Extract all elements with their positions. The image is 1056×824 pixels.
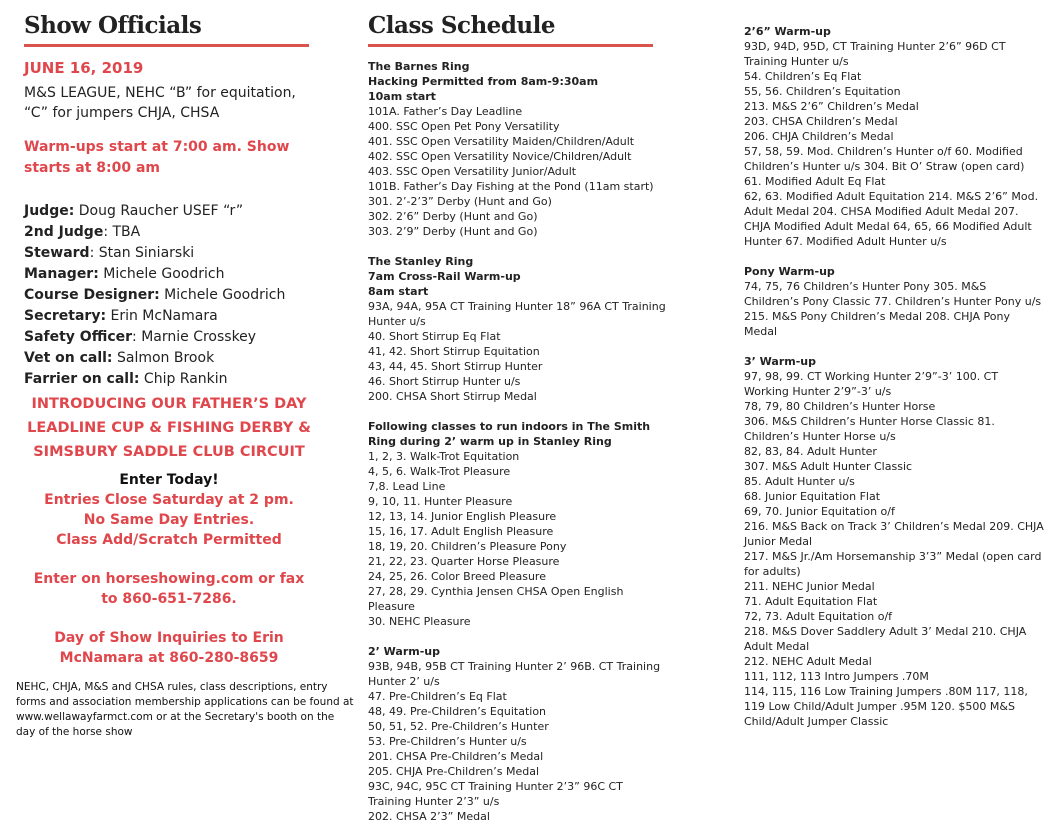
schedule-sections <box>368 59 668 824</box>
class-item: 50, 51, 52. Pre-Children’s Hunter <box>368 720 549 733</box>
class-item: 74, 75, 76 Children’s Hunter Pony 305. M&S Children’s Pony Classic 77. Children’s Hunter Pony u/s 215. M&S Pony Children’s Medal 208. CHJA Pony Medal <box>744 280 1042 338</box>
official-row <box>24 285 324 306</box>
section-header: 8am start <box>368 285 429 298</box>
section-header: Following classes to run indoors in The Smith Ring during 2’ warm up in Stanley Ring <box>368 420 651 448</box>
class-item: 55, 56. Children’s Equitation <box>744 85 901 98</box>
class-item: 71. Adult Equitation Flat <box>744 595 878 608</box>
class-item: 93A, 94A, 95A CT Training Hunter 18” 96A CT Training Hunter u/s <box>368 300 666 328</box>
class-schedule-heading: Class Schedule <box>368 12 555 39</box>
official-role: 2nd Judge <box>24 224 104 240</box>
class-item: 216. M&S Back on Track 3’ Children’s Medal 209. CHJA Junior Medal <box>744 520 1044 548</box>
class-item: 27, 28, 29. Cynthia Jensen CHSA Open English Pleasure <box>368 585 624 613</box>
section-header: 3’ Warm-up <box>744 355 816 368</box>
official-row <box>24 264 324 285</box>
heading-divider <box>368 44 653 47</box>
class-item: 101B. Father’s Day Fishing at the Pond (11am start) <box>368 180 654 193</box>
schedule-section <box>368 254 668 404</box>
section-header: 2’ Warm-up <box>368 645 440 658</box>
inquiries-info: Day of Show Inquiries to Erin McNamara at 860-280-8659 <box>54 630 284 666</box>
official-role: Steward <box>24 245 90 261</box>
schedule-section <box>744 264 1044 339</box>
class-schedule-column-continued <box>744 0 1044 729</box>
class-item: 30. NEHC Pleasure <box>368 615 471 628</box>
class-item: 72, 73. Adult Equitation o/f <box>744 610 893 623</box>
section-header: 2’6” Warm-up <box>744 25 831 38</box>
class-item: 85. Adult Hunter u/s <box>744 475 855 488</box>
class-item: 78, 79, 80 Children’s Hunter Horse <box>744 400 936 413</box>
promo-banner: INTRODUCING OUR FATHER’S DAY LEADLINE CUP & FISHING DERBY & SIMSBURY SADDLE CLUB CIRCUIT <box>27 396 311 460</box>
class-item: 301. 2’-2’3” Derby (Hunt and Go) <box>368 195 552 208</box>
class-item: 15, 16, 17. Adult English Pleasure <box>368 525 554 538</box>
class-item: 47. Pre-Children’s Eq Flat <box>368 690 507 703</box>
class-item: 114, 115, 116 Low Training Jumpers .80M 117, 118, 119 Low Child/Adult Jumper .95M 120. $500 M&S Child/Adult Jumper Classic <box>744 685 1028 728</box>
officials-list <box>24 201 324 390</box>
class-item: 111, 112, 113 Intro Jumpers .70M <box>744 670 929 683</box>
class-item: 69, 70. Junior Equitation o/f <box>744 505 895 518</box>
class-item: 93C, 94C, 95C CT Training Hunter 2’3” 96C CT Training Hunter 2’3” u/s <box>368 780 623 808</box>
official-name: Chip Rankin <box>139 371 228 387</box>
class-item: 57, 58, 59. Mod. Children’s Hunter o/f 60. Modified Children’s Hunter u/s 304. Bit O’ Straw (open card) <box>744 145 1025 173</box>
entries-rule-same-day: No Same Day Entries. <box>83 512 255 528</box>
class-item: 53. Pre-Children’s Hunter u/s <box>368 735 527 748</box>
class-item: 43, 44, 45. Short Stirrup Hunter <box>368 360 543 373</box>
enter-today-heading: Enter Today! <box>119 472 219 488</box>
class-item: 211. NEHC Junior Medal <box>744 580 875 593</box>
class-item: 212. NEHC Adult Medal <box>744 655 872 668</box>
heading-divider <box>24 44 309 47</box>
class-item: 21, 22, 23. Quarter Horse Pleasure <box>368 555 560 568</box>
class-schedule-column <box>368 0 668 824</box>
class-item: 61. Modified Adult Eq Flat <box>744 175 886 188</box>
official-name: Michele Goodrich <box>159 287 286 303</box>
official-name: Salmon Brook <box>112 350 215 366</box>
section-header: The Barnes Ring <box>368 60 470 73</box>
class-item: 401. SSC Open Versatility Maiden/Children/Adult <box>368 135 635 148</box>
class-item: 82, 83, 84. Adult Hunter <box>744 445 877 458</box>
class-item: 303. 2’9” Derby (Hunt and Go) <box>368 225 538 238</box>
class-item: 68. Junior Equitation Flat <box>744 490 881 503</box>
class-item: 400. SSC Open Pet Pony Versatility <box>368 120 560 133</box>
class-item: 46. Short Stirrup Hunter u/s <box>368 375 521 388</box>
official-role: Safety Officer <box>24 329 133 345</box>
official-role: Judge: <box>24 203 75 219</box>
section-header: Pony Warm-up <box>744 265 835 278</box>
class-item: 93D, 94D, 95D, CT Training Hunter 2’6” 96D CT Training Hunter u/s <box>744 40 1006 68</box>
entries-rule-close: Entries Close Saturday at 2 pm. <box>44 492 294 508</box>
schedule-sections-continued <box>744 24 1044 729</box>
official-name: Doug Raucher USEF “r” <box>74 203 244 219</box>
official-name: : Marnie Crosskey <box>132 329 257 345</box>
section-header: Hacking Permitted from 8am-9:30am <box>368 75 599 88</box>
spacer <box>24 550 324 569</box>
section-header: 7am Cross-Rail Warm-up <box>368 270 521 283</box>
enter-online-info: Enter on horseshowing.com or fax to 860-651-7286. <box>33 571 305 607</box>
class-item: 217. M&S Jr./Am Horsemanship 3’3” Medal (open card for adults) <box>744 550 1042 578</box>
class-item: 12, 13, 14. Junior English Pleasure <box>368 510 557 523</box>
class-item: 1, 2, 3. Walk-Trot Equitation <box>368 450 520 463</box>
class-item: 302. 2’6” Derby (Hunt and Go) <box>368 210 538 223</box>
class-item: 200. CHSA Short Stirrup Medal <box>368 390 537 403</box>
spacer <box>24 609 324 628</box>
class-item: 203. CHSA Children’s Medal <box>744 115 898 128</box>
class-item: 48, 49. Pre-Children’s Equitation <box>368 705 547 718</box>
class-item: 202. CHSA 2’3” Medal <box>368 810 490 823</box>
schedule-section <box>368 419 668 629</box>
warmup-notice: Warm-ups start at 7:00 am. Show starts at 8:00 am <box>24 139 290 176</box>
class-item: 93B, 94B, 95B CT Training Hunter 2’ 96B. CT Training Hunter 2’ u/s <box>368 660 661 688</box>
class-item: 206. CHJA Children’s Medal <box>744 130 894 143</box>
section-header: The Stanley Ring <box>368 255 474 268</box>
official-name: : Stan Siniarski <box>89 245 195 261</box>
class-item: 4, 5, 6. Walk-Trot Pleasure <box>368 465 511 478</box>
class-item: 213. M&S 2’6” Children’s Medal <box>744 100 919 113</box>
class-item: 40. Short Stirrup Eq Flat <box>368 330 501 343</box>
class-item: 205. CHJA Pre-Children’s Medal <box>368 765 539 778</box>
class-item: 402. SSC Open Versatility Novice/Children/Adult <box>368 150 632 163</box>
class-item: 307. M&S Adult Hunter Classic <box>744 460 913 473</box>
class-item: 54. Children’s Eq Flat <box>744 70 862 83</box>
rules-note: NEHC, CHJA, M&S and CHSA rules, class descriptions, entry forms and association membership applications can be found at www.wellawayfarmct.com or at the Secretary's booth on the day of the horse show <box>16 681 354 738</box>
class-item: 7,8. Lead Line <box>368 480 446 493</box>
official-row <box>24 348 324 369</box>
class-item: 24, 25, 26. Color Breed Pleasure <box>368 570 546 583</box>
schedule-section <box>744 354 1044 729</box>
show-officials-heading: Show Officials <box>24 12 202 39</box>
official-name: : TBA <box>103 224 141 240</box>
official-role: Secretary: <box>24 308 107 324</box>
class-item: 18, 19, 20. Children’s Pleasure Pony <box>368 540 567 553</box>
show-date: JUNE 16, 2019 <box>24 59 144 77</box>
schedule-section <box>744 24 1044 249</box>
league-info: M&S LEAGUE, NEHC “B” for equitation, “C” for jumpers CHJA, CHSA <box>24 85 296 121</box>
class-item: 218. M&S Dover Saddlery Adult 3’ Medal 210. CHJA Adult Medal <box>744 625 1027 653</box>
official-row <box>24 327 324 348</box>
official-role: Manager: <box>24 266 99 282</box>
official-role: Farrier on call: <box>24 371 140 387</box>
class-item: 101A. Father’s Day Leadline <box>368 105 523 118</box>
official-row <box>24 369 324 390</box>
schedule-section <box>368 644 668 824</box>
official-name: Erin McNamara <box>106 308 218 324</box>
official-row <box>24 201 324 222</box>
show-officials-column <box>16 0 354 740</box>
class-item: 9, 10, 11. Hunter Pleasure <box>368 495 513 508</box>
class-item: 403. SSC Open Versatility Junior/Adult <box>368 165 577 178</box>
class-item: 201. CHSA Pre-Children’s Medal <box>368 750 544 763</box>
class-item: 97, 98, 99. CT Working Hunter 2’9”-3’ 100. CT Working Hunter 2’9”-3’ u/s <box>744 370 999 398</box>
class-item: 62, 63. Modified Adult Equitation 214. M&S 2’6” Mod. Adult Medal 204. CHSA Modified Adult Medal 207. CHJA Modified Adult Medal 64, 65, 66 Modified Adult Hunter 67. Modified Adult Hunter u/s <box>744 190 1039 248</box>
official-row <box>24 243 324 264</box>
section-header: 10am start <box>368 90 436 103</box>
class-item: 41, 42. Short Stirrup Equitation <box>368 345 540 358</box>
official-role: Vet on call: <box>24 350 113 366</box>
official-row <box>24 222 324 243</box>
official-name: Michele Goodrich <box>98 266 225 282</box>
class-item: 306. M&S Children’s Hunter Horse Classic 81. Children’s Hunter Horse u/s <box>744 415 995 443</box>
entries-rule-scratch: Class Add/Scratch Permitted <box>56 532 282 548</box>
official-row <box>24 306 324 327</box>
schedule-section <box>368 59 668 239</box>
official-role: Course Designer: <box>24 287 160 303</box>
